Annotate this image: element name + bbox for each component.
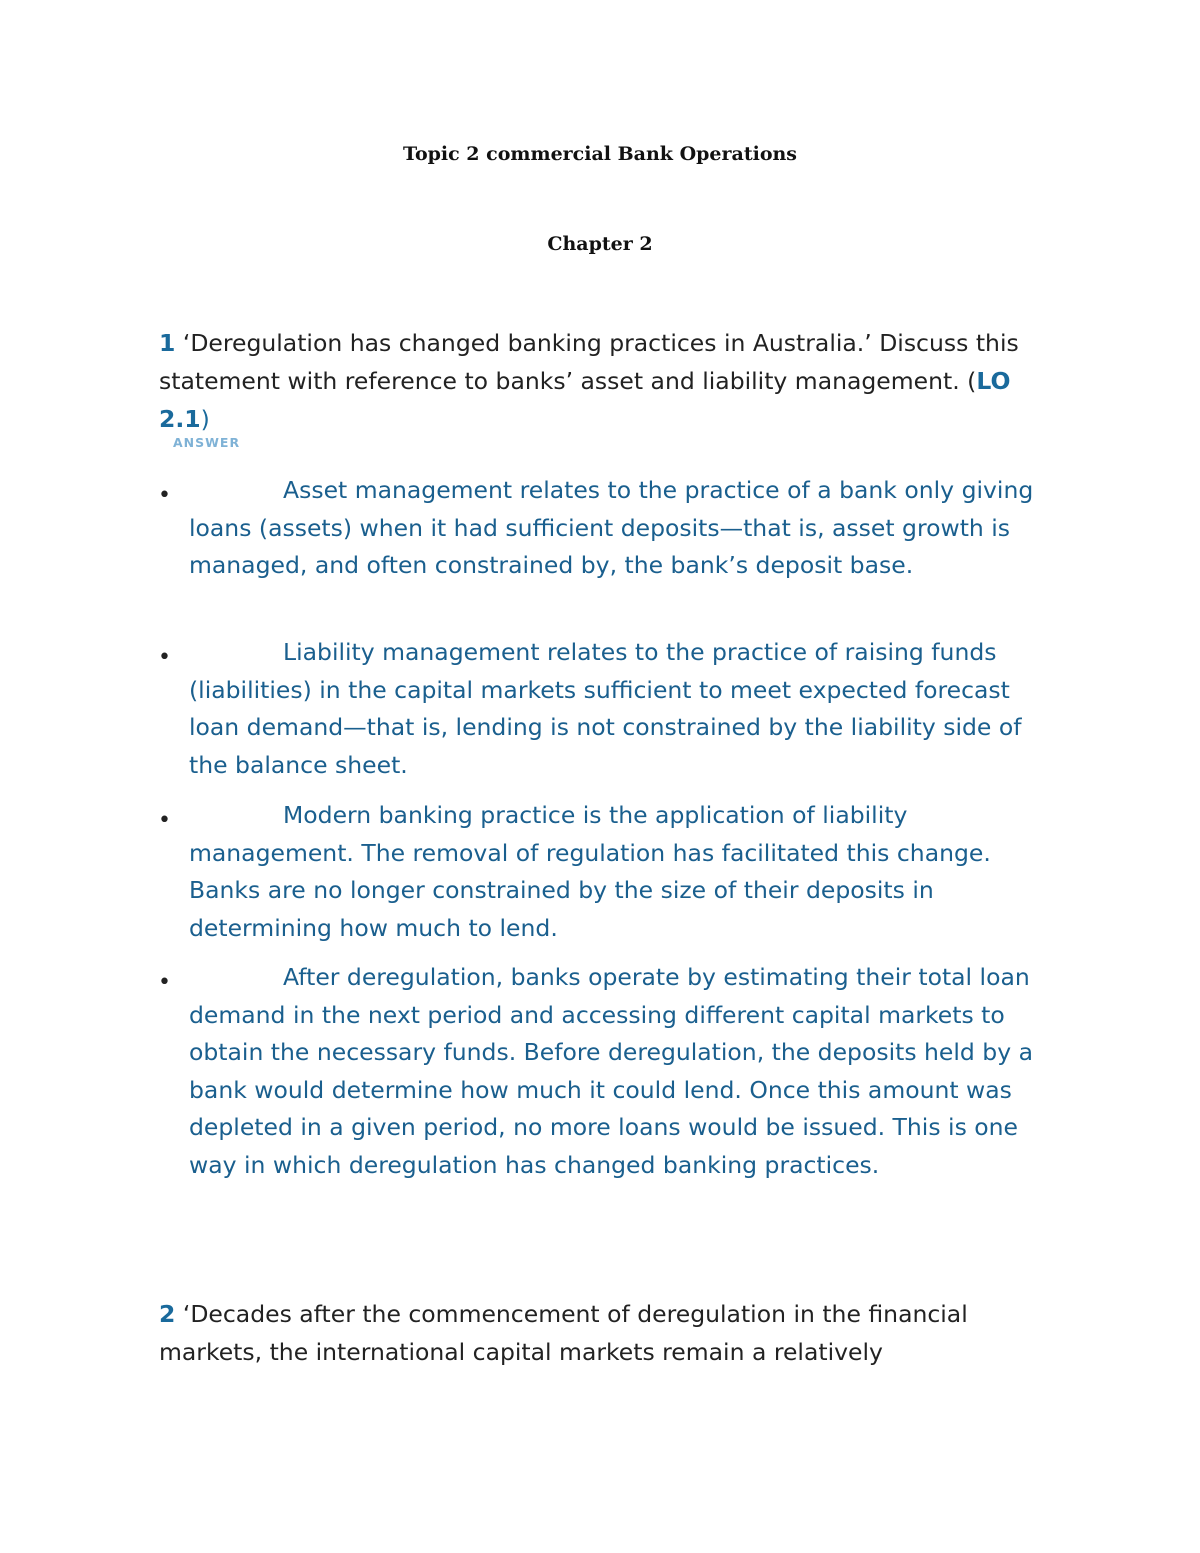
question-number: 1 xyxy=(159,329,176,357)
bullet-icon: • xyxy=(158,483,171,508)
document-title: Topic 2 commercial Bank Operations xyxy=(402,143,798,165)
question-text: ‘Deregulation has changed banking practices in Australia.’ Discuss this statement with reference to banks’ asset and liability management. ( xyxy=(159,329,1019,395)
learning-outcome-close: ) xyxy=(200,405,210,433)
bullet-icon: • xyxy=(158,808,171,833)
answer-text: Liability management relates to the practice of raising funds (liabilities) in the capital markets sufficient to meet expected forecast loan demand—that is, lending is not constrained by the liability side of the balance sheet. xyxy=(189,638,1022,779)
question-number: 2 xyxy=(159,1300,176,1328)
bullet-icon: • xyxy=(158,970,171,995)
question-text: ‘Decades after the commencement of deregulation in the financial markets, the international capital markets remain a relatively xyxy=(159,1300,968,1366)
answer-text: After deregulation, banks operate by estimating their total loan demand in the next period and accessing different capital markets to obtain the necessary funds. Before deregulation, the deposits held by a bank would determine how much it could lend. Once this amount was depleted in a given period, no more loans would be issued. This is one way in which deregulation has changed banking practices. xyxy=(189,963,1034,1179)
learning-outcome-ref: LO 2.1 xyxy=(159,367,1011,433)
question-2 xyxy=(159,1295,1059,1371)
answer-text: Modern banking practice is the application of liability management. The removal of regulation has facilitated this change. Banks are no longer constrained by the size of their deposits in determining how much to lend. xyxy=(189,801,991,942)
bullet-icon: • xyxy=(158,645,171,670)
question-1 xyxy=(159,324,1059,438)
answer-label: ANSWER xyxy=(173,435,241,450)
chapter-heading: Chapter 2 xyxy=(547,233,653,255)
answer-text: Asset management relates to the practice of a bank only giving loans (assets) when it had sufficient deposits—that is, asset growth is managed, and often constrained by, the bank’s deposit base. xyxy=(189,476,1034,579)
